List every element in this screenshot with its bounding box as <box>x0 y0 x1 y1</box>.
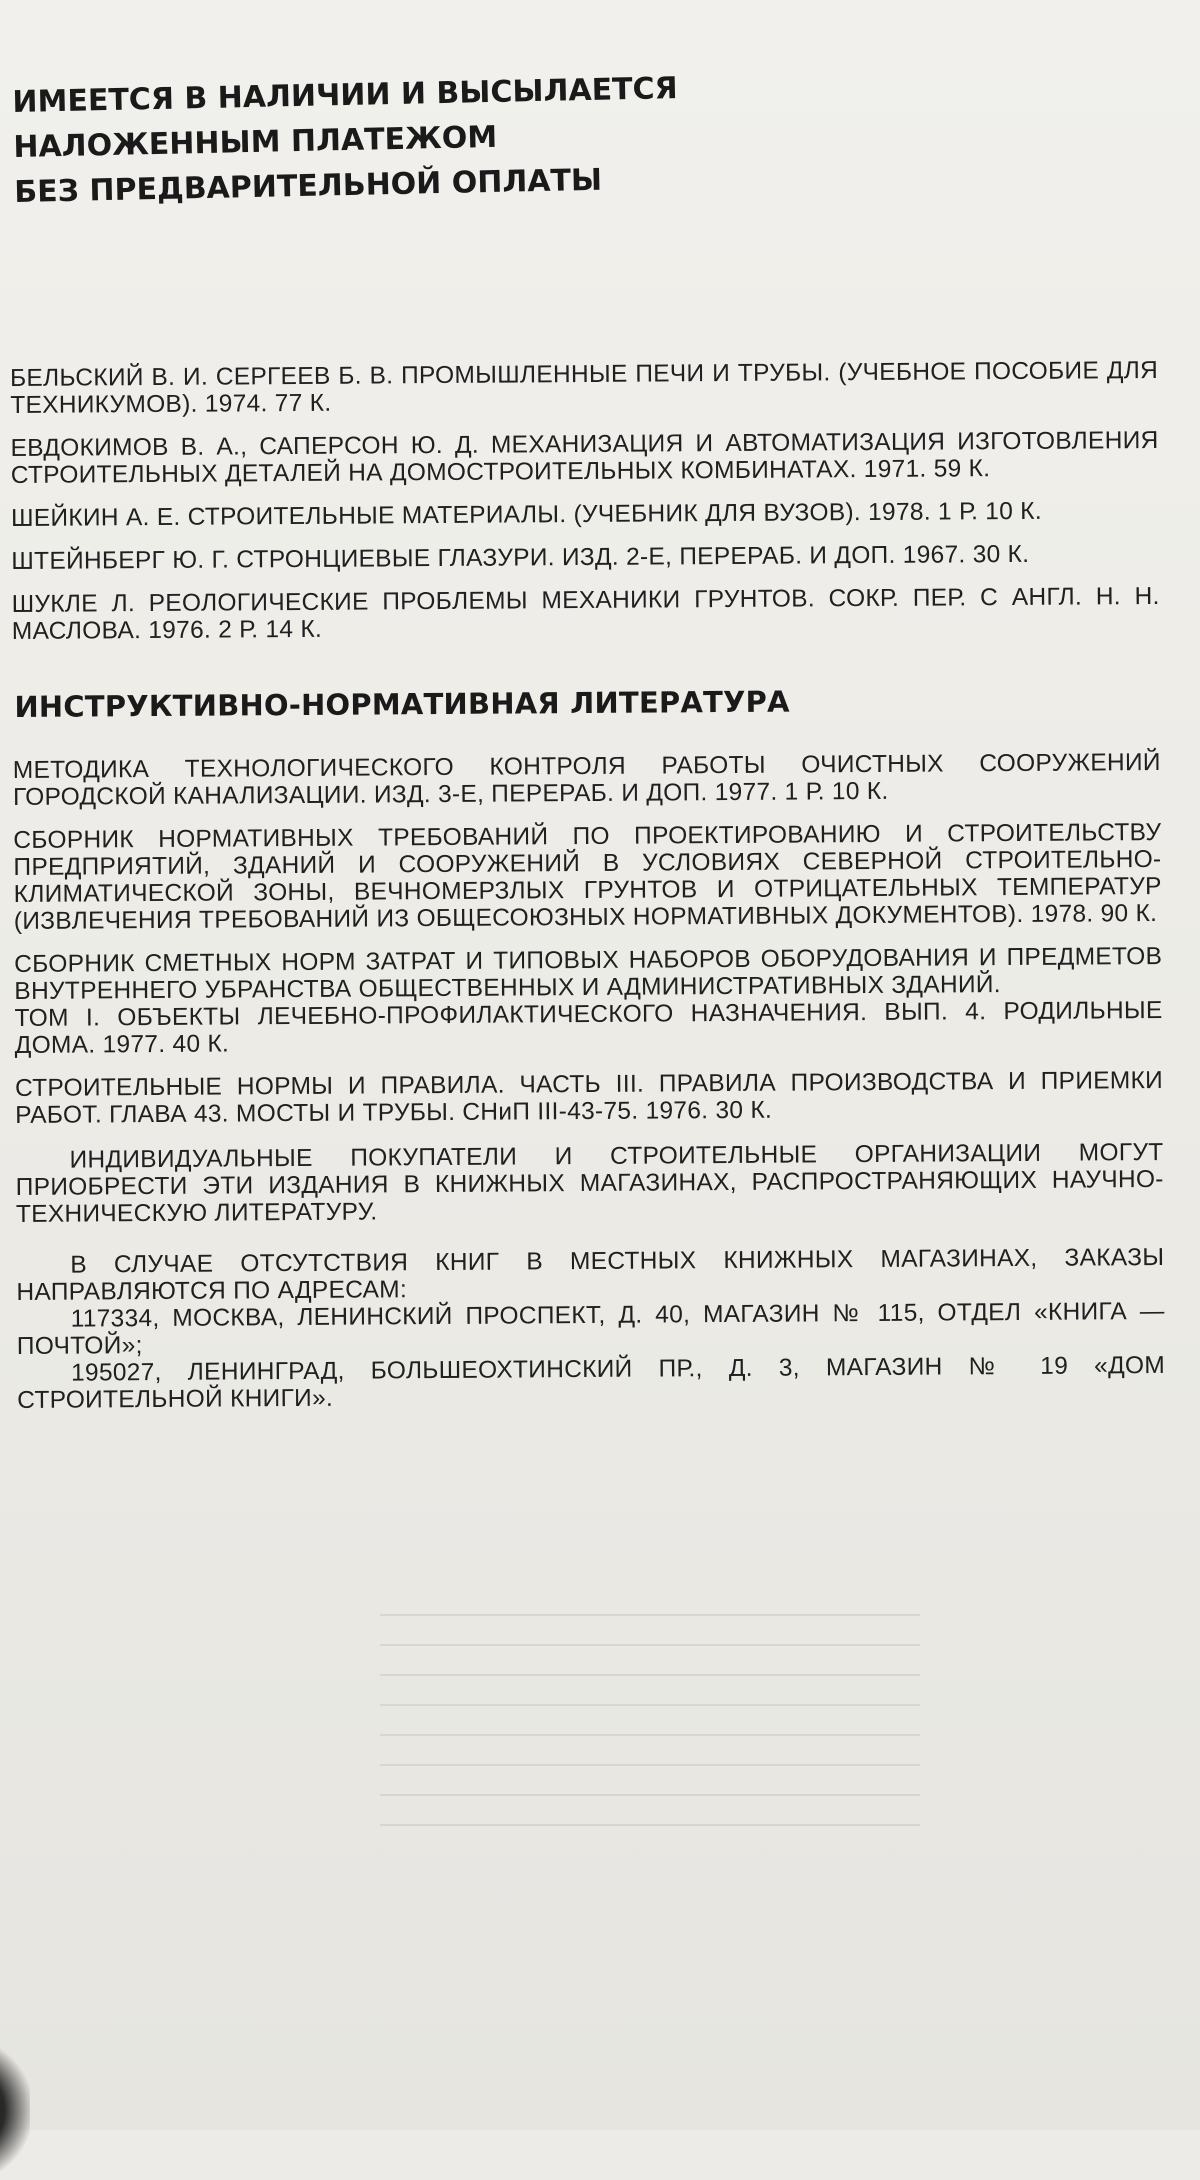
header-line-3: БЕЗ ПРЕДВАРИТЕЛЬНОЙ ОПЛАТЫ <box>13 162 603 210</box>
normative-entry: СБОРНИК НОРМАТИВНЫХ ТРЕБОВАНИЙ ПО ПРОЕКТИРОВАНИЮ И СТРОИТЕЛЬСТВУ ПРЕДПРИЯТИЙ, ЗДАНИЙ И СООРУЖЕНИЙ В УСЛОВИЯХ СЕВЕРНОЙ СТРОИТЕЛЬНО-КЛИМАТИЧЕСКОЙ ЗОНЫ, ВЕЧНОМЕРЗЛЫХ ГРУНТОВ И ОТРИЦАТЕЛЬНЫХ ТЕМПЕРАТУР (ИЗВЛЕЧЕНИЯ ТРЕБОВАНИЙ ИЗ ОБЩЕСОЮЗНЫХ НОРМАТИВНЫХ ДОКУМЕНТОВ). 1978. 90 К. <box>13 818 1162 935</box>
normative-entry: МЕТОДИКА ТЕХНОЛОГИЧЕСКОГО КОНТРОЛЯ РАБОТЫ ОЧИСТНЫХ СООРУЖЕНИЙ ГОРОДСКОЙ КАНАЛИЗАЦИИ. ИЗД. 3-Е, ПЕРЕРАБ. И ДОП. 1977. 1 Р. 10 К. <box>12 748 1161 811</box>
scan-edge-shadow <box>0 2040 30 2180</box>
normative-entry-multipart <box>14 943 1163 1059</box>
address-moscow: 117334, МОСКВА, ЛЕНИНСКИЙ ПРОСПЕКТ, Д. 40, МАГАЗИН № 115, ОТДЕЛ «КНИГА — ПОЧТОЙ»; <box>16 1297 1165 1360</box>
book-entry: ШЕЙКИН А. Е. СТРОИТЕЛЬНЫЕ МАТЕРИАЛЫ. (УЧЕБНИК ДЛЯ ВУЗОВ). 1978. 1 Р. 10 К. <box>10 497 1042 532</box>
normative-entry-volume: ТОМ I. ОБЪЕКТЫ ЛЕЧЕБНО-ПРОФИЛАКТИЧЕСКОГО НАЗНАЧЕНИЯ. ВЫП. 4. РОДИЛЬНЫЕ ДОМА. 1977. 40 К. <box>14 996 1163 1059</box>
section-title: ИНСТРУКТИВНО-НОРМАТИВНАЯ ЛИТЕРАТУРА <box>14 684 790 724</box>
normative-entry-title: СБОРНИК СМЕТНЫХ НОРМ ЗАТРАТ И ТИПОВЫХ НАБОРОВ ОБОРУДОВАНИЯ И ПРЕДМЕТОВ ВНУТРЕННЕГО УБРАНСТВА ОБЩЕСТВЕННЫХ И АДМИНИСТРАТИВНЫХ ЗДАНИЙ. <box>14 942 1163 1005</box>
book-entry: ШУКЛЕ Л. РЕОЛОГИЧЕСКИЕ ПРОБЛЕМЫ МЕХАНИКИ ГРУНТОВ. СОКР. ПЕР. С АНГЛ. Н. Н. МАСЛОВА. 1976. 2 Р. 14 К. <box>11 582 1160 645</box>
purchase-notice: ИНДИВИДУАЛЬНЫЕ ПОКУПАТЕЛИ И СТРОИТЕЛЬНЫЕ ОРГАНИЗАЦИИ МОГУТ ПРИОБРЕСТИ ЭТИ ИЗДАНИЯ В КНИЖНЫХ МАГАЗИНАХ, РАСПРОСТРАНЯЮЩИХ НАУЧНО-ТЕХНИЧЕСКУЮ ЛИТЕРАТУРУ. <box>15 1138 1164 1228</box>
page-header <box>12 61 915 215</box>
normative-entry: СТРОИТЕЛЬНЫЕ НОРМЫ И ПРАВИЛА. ЧАСТЬ III. ПРАВИЛА ПРОИЗВОДСТВА И ПРИЕМКИ РАБОТ. ГЛАВА 43. МОСТЫ И ТРУБЫ. СНиП III-43-75. 1976. 30 К. <box>14 1066 1164 1129</box>
orders-notice: В СЛУЧАЕ ОТСУТСТВИЯ КНИГ В МЕСТНЫХ КНИЖНЫХ МАГАЗИНАХ, ЗАКАЗЫ НАПРАВЛЯЮТСЯ ПО АДРЕСАМ: <box>16 1243 1165 1306</box>
book-entry: ШТЕЙНБЕРГ Ю. Г. СТРОНЦИЕВЫЕ ГЛАЗУРИ. ИЗД. 2-Е, ПЕРЕРАБ. И ДОП. 1967. 30 К. <box>11 540 1030 575</box>
address-leningrad: 195027, ЛЕНИНГРАД, БОЛЬШЕОХТИНСКИЙ ПР., Д. 3, МАГАЗИН № 19 «ДОМ СТРОИТЕЛЬНОЙ КНИГИ». <box>17 1351 1166 1414</box>
header-line-2: НАЛОЖЕННЫМ ПЛАТЕЖОМ <box>13 119 498 165</box>
main-content <box>10 357 1165 1414</box>
book-entry: ЕВДОКИМОВ В. А., САПЕРСОН Ю. Д. МЕХАНИЗАЦИЯ И АВТОМАТИЗАЦИЯ ИЗГОТОВЛЕНИЯ СТРОИТЕЛЬНЫХ ДЕТАЛЕЙ НА ДОМОСТРОИТЕЛЬНЫХ КОМБИНАТАХ. 1971. 59 К. <box>10 426 1159 489</box>
show-through-text <box>380 1600 920 1840</box>
book-entry: БЕЛЬСКИЙ В. И. СЕРГЕЕВ Б. В. ПРОМЫШЛЕННЫЕ ПЕЧИ И ТРУБЫ. (УЧЕБНОЕ ПОСОБИЕ ДЛЯ ТЕХНИКУМОВ). 1974. 77 К. <box>10 356 1159 419</box>
header-line-1: ИМЕЕТСЯ В НАЛИЧИИ И ВЫСЫЛАЕТСЯ <box>12 71 679 120</box>
